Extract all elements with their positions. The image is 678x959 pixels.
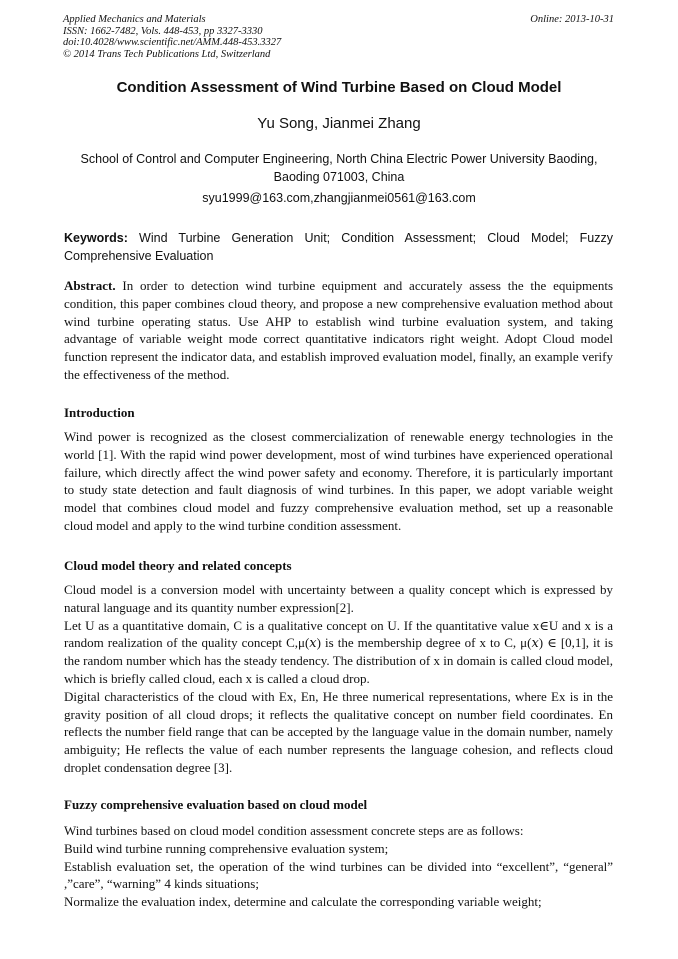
doi-line: doi:10.4028/www.scientific.net/AMM.448-453.3327 — [63, 37, 282, 49]
keywords — [64, 230, 613, 265]
section-heading-fuzzy: Fuzzy comprehensive evaluation based on cloud model — [64, 797, 368, 812]
issn-line: ISSN: 1662-7482, Vols. 448-453, pp 3327-3330 — [63, 25, 263, 37]
abstract-text: In order to detection wind turbine equipment and accurately assess the the equipments condition, this paper combines cloud theory, and propose a new comprehensive evaluation method about wind turbine operating status. Use AHP to establish wind turbine evaluation system, and taking advantage of variable weight mode correct quantitative indicators right weight. Adopt Cloud model function represent the indicator data, and establish improved evaluation model, finally, an example verify the effectiveness of the method. — [64, 278, 613, 382]
paper-title: Condition Assessment of Wind Turbine Based on Cloud Model — [116, 79, 562, 96]
abstract-label: Abstract. — [64, 278, 116, 293]
keywords-text: Wind Turbine Generation Unit; Condition Assessment; Cloud Model; Fuzzy Comprehensive Evaluation — [64, 231, 613, 263]
paragraph: Cloud model is a conversion model with uncertainty between a quality concept which is expressed by natural language and its quantity number expression[2]. — [64, 582, 613, 615]
journal-name: Applied Mechanics and Materials — [63, 14, 206, 25]
author-emails: syu1999@163.com,zhangjianmei0561@163.com — [202, 191, 476, 205]
paragraph: Establish evaluation set, the operation of the wind turbines can be divided into “excellent”, “general” ,”care”, “warning” 4 kinds situations; — [64, 858, 613, 892]
paragraph: Let U as a quantitative domain, C is a qualitative concept on U. If the quantitative value x∈U and x is a random realization of the quality concept C,μ(𝑥) is the membership degree of x to C, μ(𝑥) ∈ [0,1], it is the random number which has the steady tendency. The distribution of x in domain is called cloud model, which is briefly called cloud, each x is called a cloud drop. — [64, 617, 613, 686]
author-affiliation: School of Control and Computer Engineering, North China Electric Power University Baoding, Baoding 071003, China — [80, 152, 598, 184]
copyright-line: © 2014 Trans Tech Publications Ltd, Switzerland — [63, 48, 271, 60]
journal-header — [63, 14, 281, 60]
paragraph: Digital characteristics of the cloud with Ex, En, He three numerical representations, where Ex is in the gravity position of all cloud drops; it reflects the qualitative concept on number field coordinates. En reflects the number field range that can be accepted by the language value in the domain number, namely ambiguity; He reflects the value of each number represents the language cohesion, and reflects cloud droplet condensation degree [3]. — [64, 688, 613, 775]
section-heading-introduction: Introduction — [64, 405, 135, 420]
paragraph: Wind power is recognized as the closest commercialization of renewable energy technologies in the world [1]. With the rapid wind power development, most of wind turbines have experienced operational failure, which directly affect the wind power safety and economy. Therefore, it is particularly important to study state detection and fault diagnosis of wind turbines. In this paper, we adopt variable weight model that combines cloud model and fuzzy comprehensive evaluation method, set up a reasonable cloud model and apply to the wind turbine condition assessment. — [64, 429, 613, 533]
paragraph: Build wind turbine running comprehensive evaluation system; — [64, 840, 389, 856]
online-date: Online: 2013-10-31 — [530, 14, 614, 25]
paragraph: Normalize the evaluation index, determine and calculate the corresponding variable weight; — [64, 894, 542, 910]
keywords-label: Keywords: — [64, 231, 128, 245]
paragraph: Wind turbines based on cloud model condition assessment concrete steps are as follows: — [64, 823, 524, 838]
paper-authors: Yu Song, Jianmei Zhang — [257, 115, 421, 132]
section-heading-cloud-model: Cloud model theory and related concepts — [64, 558, 292, 573]
section-cloud-model — [64, 581, 613, 777]
section-fuzzy — [64, 822, 613, 911]
abstract — [64, 277, 613, 384]
section-introduction — [64, 428, 613, 535]
